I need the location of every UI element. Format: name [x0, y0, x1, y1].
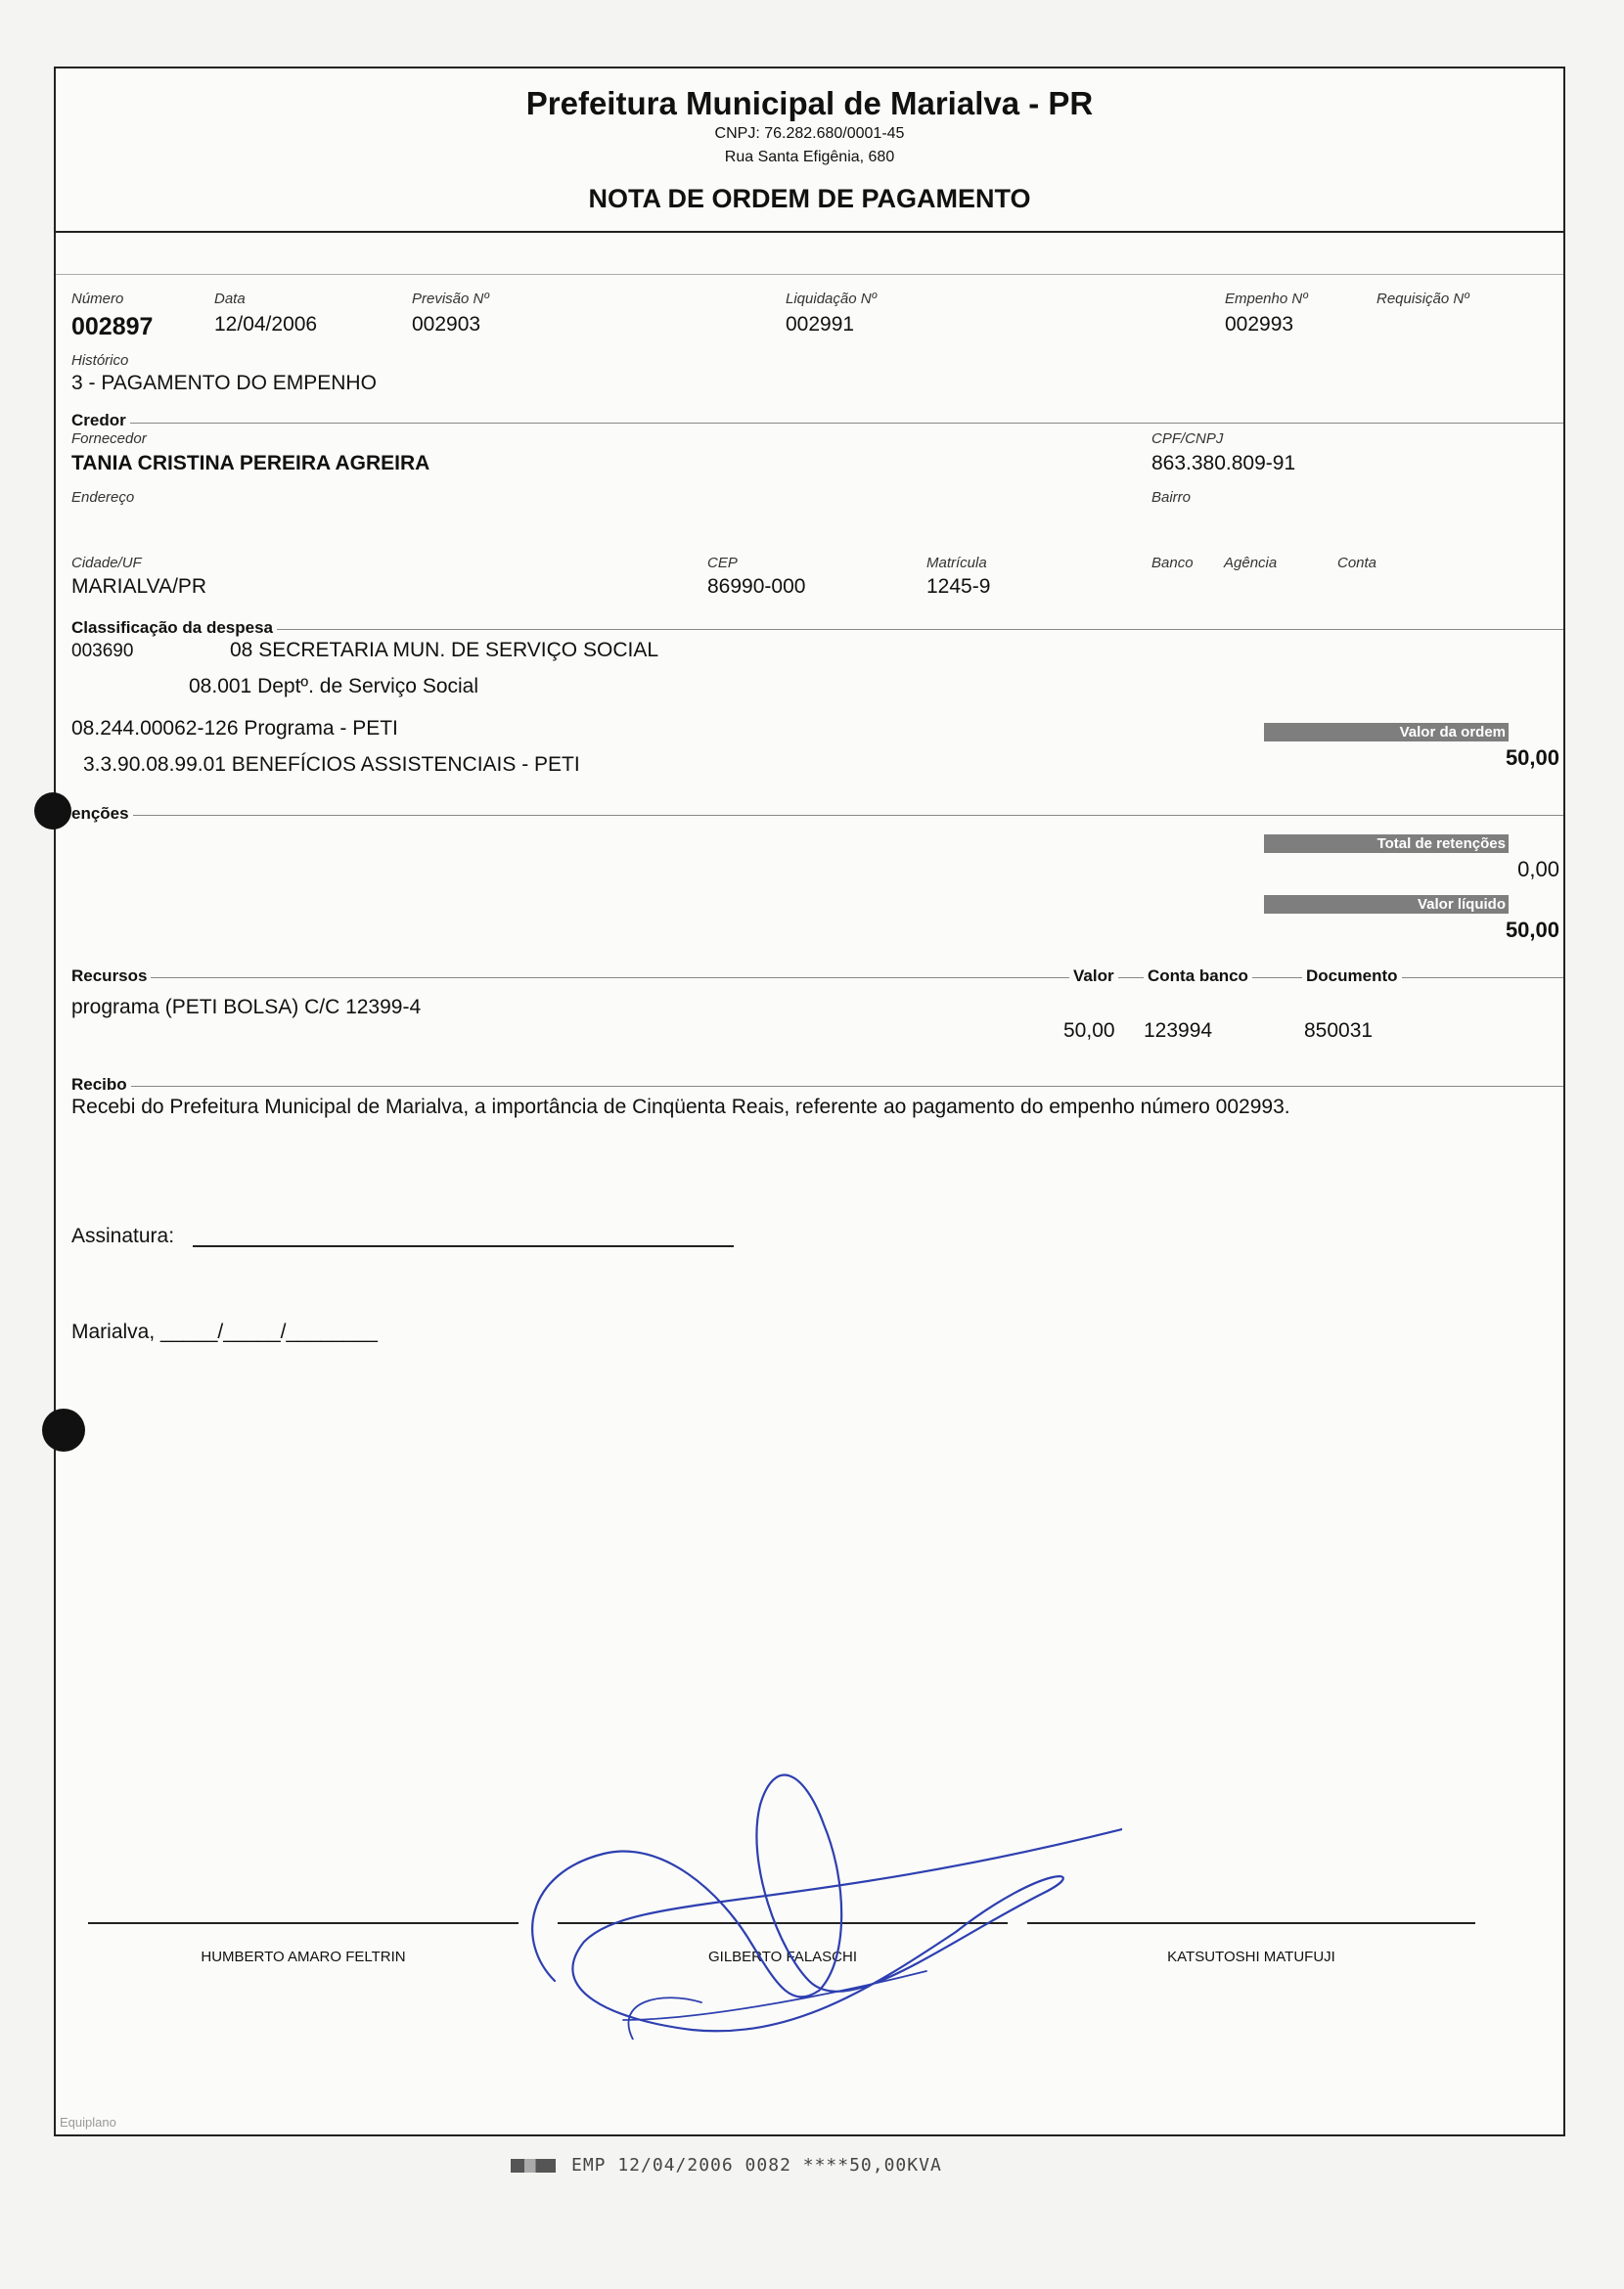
assinatura-line [193, 1245, 734, 1247]
classificacao-unidade: 08.001 Deptº. de Serviço Social [189, 675, 479, 697]
software-brand: Equiplano [60, 2115, 116, 2130]
classificacao-elemento: 3.3.90.08.99.01 BENEFÍCIOS ASSISTENCIAIS - PETI [83, 753, 580, 776]
signatory-2: GILBERTO FALASCHI [708, 1949, 857, 1965]
valor-liquido-value: 50,00 [1505, 918, 1559, 942]
banco-label: Banco [1151, 555, 1194, 571]
cidade-value: MARIALVA/PR [71, 575, 207, 598]
previsao-label: Previsão Nº [412, 291, 489, 307]
cep-label: CEP [707, 555, 738, 571]
org-title: Prefeitura Municipal de Marialva - PR [525, 85, 1094, 121]
fornecedor-label: Fornecedor [71, 430, 147, 447]
valor-ordem-value: 50,00 [1505, 745, 1559, 770]
recursos-section-label: Recursos [71, 966, 151, 986]
valor-ordem-label: Valor da ordem [1264, 723, 1509, 741]
signatory-1: HUMBERTO AMARO FELTRIN [201, 1949, 406, 1965]
conta-label: Conta [1337, 555, 1377, 571]
signature-line-1 [88, 1922, 519, 1924]
data-value: 12/04/2006 [214, 313, 318, 336]
classificacao-rule [71, 629, 1563, 630]
org-address: Rua Santa Efigênia, 680 [724, 149, 895, 165]
bairro-label: Bairro [1151, 489, 1192, 506]
recursos-documento-label: Documento [1302, 966, 1402, 986]
recursos-documento: 850031 [1304, 1019, 1374, 1042]
recursos-descricao: programa (PETI BOLSA) C/C 12399-4 [71, 996, 422, 1018]
cep-value: 86990-000 [707, 575, 806, 598]
recibo-section-label: Recibo [71, 1075, 131, 1095]
matricula-value: 1245-9 [926, 575, 991, 598]
document-title: NOTA DE ORDEM DE PAGAMENTO [588, 184, 1031, 213]
liquidacao-value: 002991 [786, 313, 855, 336]
credor-section-label: Credor [71, 411, 130, 430]
header-divider [56, 231, 1563, 233]
numero-value: 002897 [71, 313, 154, 340]
print-stamp [511, 2155, 942, 2176]
classificacao-orgao: 08 SECRETARIA MUN. DE SERVIÇO SOCIAL [230, 639, 659, 661]
recursos-valor: 50,00 [1063, 1019, 1115, 1042]
cpf-value: 863.380.809-91 [1151, 452, 1296, 474]
credor-rule [71, 423, 1563, 424]
classificacao-code: 003690 [71, 641, 134, 661]
recursos-conta-label: Conta banco [1144, 966, 1252, 986]
data-label: Data [214, 291, 246, 307]
requisicao-label: Requisição Nº [1376, 291, 1469, 307]
fornecedor-value: TANIA CRISTINA PEREIRA AGREIRA [71, 452, 430, 474]
stamp-text: EMP 12/04/2006 0082 ****50,00KVA [571, 2155, 942, 2176]
signatory-3: KATSUTOSHI MATUFUJI [1167, 1949, 1335, 1965]
retencoes-rule [71, 815, 1563, 816]
payment-order-form [54, 67, 1565, 2136]
punch-hole-mark [42, 1409, 85, 1452]
recursos-valor-label: Valor [1069, 966, 1118, 986]
local-data: Marialva, _____/_____/________ [71, 1321, 378, 1343]
ids-top-rule [56, 274, 1563, 275]
total-retencoes-value: 0,00 [1517, 857, 1559, 881]
recibo-rule [71, 1086, 1563, 1087]
recibo-text: Recebi do Prefeitura Municipal de Marialva, a importância de Cinqüenta Reais, referente ao pagamento do empenho número 002993. [71, 1096, 1290, 1118]
org-cnpj: CNPJ: 76.282.680/0001-45 [714, 125, 905, 142]
numero-label: Número [71, 291, 124, 307]
cidade-label: Cidade/UF [71, 555, 142, 571]
handwritten-signature-icon [496, 1746, 1122, 2040]
matricula-label: Matrícula [926, 555, 987, 571]
cpf-label: CPF/CNPJ [1151, 430, 1224, 447]
recursos-conta: 123994 [1144, 1019, 1213, 1042]
previsao-value: 002903 [412, 313, 481, 336]
assinatura-label: Assinatura: [71, 1225, 175, 1247]
retencoes-section-label: enções [71, 804, 133, 824]
total-retencoes-label: Total de retenções [1264, 834, 1509, 853]
endereco-label: Endereço [71, 489, 135, 506]
valor-liquido-label: Valor líquido [1264, 895, 1509, 914]
agencia-label: Agência [1224, 555, 1278, 571]
liquidacao-label: Liquidação Nº [786, 291, 878, 307]
punch-hole-mark [34, 792, 71, 830]
empenho-label: Empenho Nº [1225, 291, 1308, 307]
classificacao-programa: 08.244.00062-126 Programa - PETI [71, 717, 398, 740]
classificacao-section-label: Classificação da despesa [71, 618, 277, 638]
historico-label: Histórico [71, 352, 129, 369]
stamp-mark-icon [511, 2159, 556, 2173]
historico-value: 3 - PAGAMENTO DO EMPENHO [71, 372, 377, 394]
empenho-value: 002993 [1225, 313, 1294, 336]
